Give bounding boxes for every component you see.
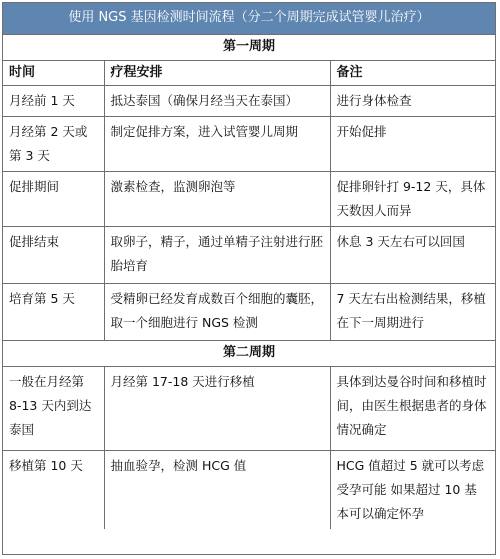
cell-treatment: 激素检查，监测卵泡等 [104, 171, 330, 226]
section-title: 第二周期 [3, 340, 495, 366]
schedule-table [3, 3, 495, 529]
cell-treatment: 月经第 17-18 天进行移植 [104, 366, 330, 450]
table-row [3, 366, 495, 450]
cell-time: 促排期间 [3, 171, 104, 226]
document-page [2, 2, 496, 555]
column-header-notes: 备注 [330, 60, 495, 85]
cell-notes: 进行身体检查 [330, 85, 495, 116]
cell-treatment: 取卵子，精子，通过单精子注射进行胚胎培育 [104, 226, 330, 283]
section-title: 第一周期 [3, 34, 495, 60]
cell-time: 月经前 1 天 [3, 85, 104, 116]
cell-notes: 具体到达曼谷时间和移植时间，由医生根据患者的身体情况确定 [330, 366, 495, 450]
column-header-treatment: 疗程安排 [104, 60, 330, 85]
cell-notes: 开始促排 [330, 116, 495, 171]
cell-notes: HCG 值超过 5 就可以考虑受孕可能 如果超过 10 基本可以确定怀孕 [336, 457, 485, 521]
cell-treatment: 制定促排方案，进入试管婴儿周期 [104, 116, 330, 171]
cell-treatment: 抽血验孕，检测 HCG 值 [104, 450, 330, 529]
table-title: 使用 NGS 基因检测时间流程（分二个周期完成试管婴儿治疗） [3, 3, 495, 34]
table-row [3, 85, 495, 116]
table-row [3, 226, 495, 283]
section-row-cycle-2 [3, 340, 495, 366]
table-row [3, 283, 495, 340]
column-header-time: 时间 [3, 60, 104, 85]
cell-time: 移植第 10 天 [3, 450, 104, 529]
table-row [3, 116, 495, 171]
cell-time: 培育第 5 天 [3, 283, 104, 340]
cell-treatment: 受精卵已经发育成数百个细胞的囊胚，取一个细胞进行 NGS 检测 [104, 283, 330, 340]
cell-time: 促排结束 [3, 226, 104, 283]
cell-time: 月经第 2 天或第 3 天 [3, 116, 104, 171]
cell-time: 一般在月经第 8-13 天内到达泰国 [3, 366, 104, 450]
table-header-row [3, 60, 495, 85]
cell-notes: 7 天左右出检测结果，移植在下一周期进行 [330, 283, 495, 340]
cell-notes: 促排卵针打 9-12 天，具体天数因人而异 [330, 171, 495, 226]
section-row-cycle-1 [3, 34, 495, 60]
cell-treatment: 抵达泰国（确保月经当天在泰国） [104, 85, 330, 116]
cell-notes: 休息 3 天左右可以回国 [330, 226, 495, 283]
table-row [3, 450, 495, 529]
table-row [3, 171, 495, 226]
title-row [3, 3, 495, 34]
